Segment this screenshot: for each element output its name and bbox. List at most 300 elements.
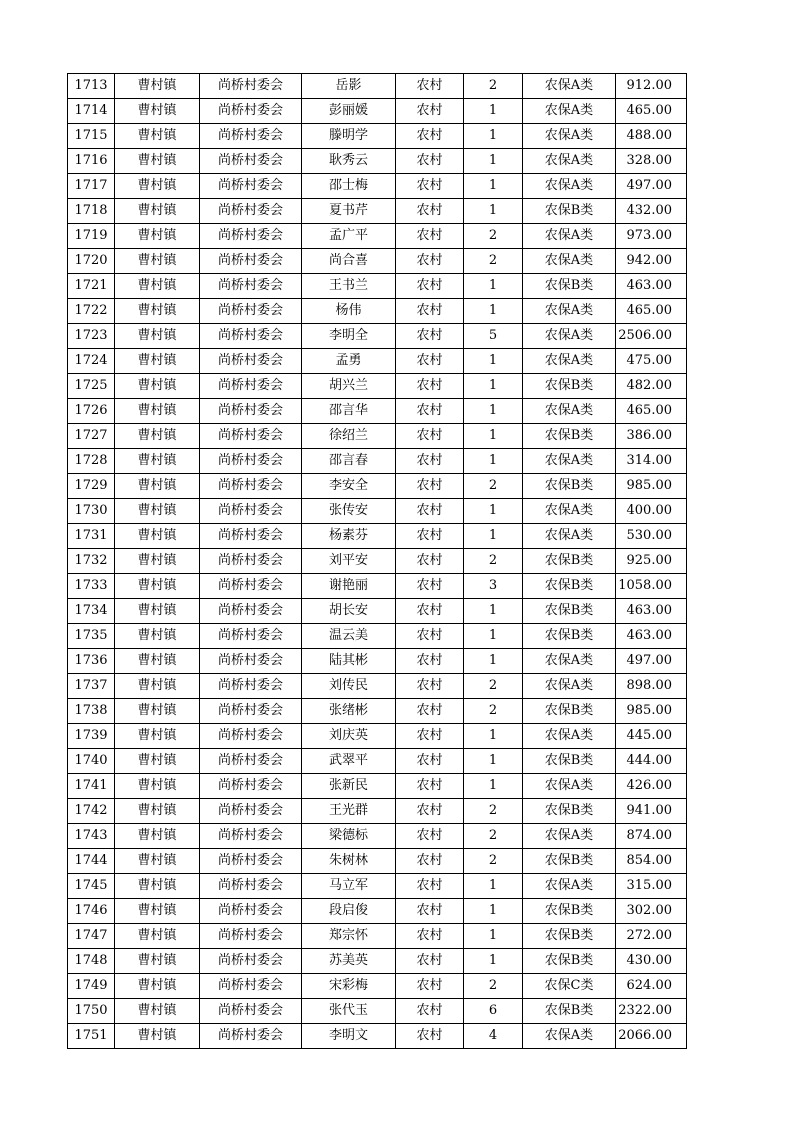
amount-cell: 1058.00 (616, 574, 687, 599)
village-committee-cell: 尚桥村委会 (200, 624, 302, 649)
household-count-cell: 2 (464, 674, 523, 699)
amount-cell: 465.00 (616, 99, 687, 124)
row-number-cell: 1743 (68, 824, 115, 849)
insurance-category-cell: 农保A类 (523, 674, 616, 699)
row-number-cell: 1745 (68, 874, 115, 899)
household-count-cell: 2 (464, 249, 523, 274)
row-number-cell: 1749 (68, 974, 115, 999)
amount-cell: 463.00 (616, 599, 687, 624)
town-cell: 曹村镇 (115, 74, 200, 99)
insurance-category-cell: 农保A类 (523, 149, 616, 174)
town-cell: 曹村镇 (115, 949, 200, 974)
row-number-cell: 1748 (68, 949, 115, 974)
row-number-cell: 1738 (68, 699, 115, 724)
village-committee-cell: 尚桥村委会 (200, 99, 302, 124)
amount-cell: 912.00 (616, 74, 687, 99)
village-committee-cell: 尚桥村委会 (200, 499, 302, 524)
row-number-cell: 1741 (68, 774, 115, 799)
row-number-cell: 1717 (68, 174, 115, 199)
village-committee-cell: 尚桥村委会 (200, 74, 302, 99)
village-committee-cell: 尚桥村委会 (200, 524, 302, 549)
row-number-cell: 1734 (68, 599, 115, 624)
area-type-cell: 农村 (396, 874, 464, 899)
row-number-cell: 1744 (68, 849, 115, 874)
village-committee-cell: 尚桥村委会 (200, 149, 302, 174)
table-row (68, 274, 687, 299)
table-row (68, 74, 687, 99)
village-committee-cell: 尚桥村委会 (200, 349, 302, 374)
name-cell: 张绪彬 (302, 699, 396, 724)
amount-cell: 488.00 (616, 124, 687, 149)
table-row (68, 874, 687, 899)
area-type-cell: 农村 (396, 674, 464, 699)
area-type-cell: 农村 (396, 899, 464, 924)
town-cell: 曹村镇 (115, 224, 200, 249)
row-number-cell: 1739 (68, 724, 115, 749)
village-committee-cell: 尚桥村委会 (200, 474, 302, 499)
row-number-cell: 1716 (68, 149, 115, 174)
row-number-cell: 1722 (68, 299, 115, 324)
insurance-category-cell: 农保A类 (523, 649, 616, 674)
table-row (68, 749, 687, 774)
village-committee-cell: 尚桥村委会 (200, 999, 302, 1024)
area-type-cell: 农村 (396, 349, 464, 374)
table-row (68, 374, 687, 399)
name-cell: 苏美英 (302, 949, 396, 974)
table-row (68, 399, 687, 424)
table-row (68, 924, 687, 949)
village-committee-cell: 尚桥村委会 (200, 424, 302, 449)
village-committee-cell: 尚桥村委会 (200, 774, 302, 799)
area-type-cell: 农村 (396, 399, 464, 424)
area-type-cell: 农村 (396, 749, 464, 774)
row-number-cell: 1731 (68, 524, 115, 549)
town-cell: 曹村镇 (115, 724, 200, 749)
town-cell: 曹村镇 (115, 899, 200, 924)
table-row (68, 499, 687, 524)
town-cell: 曹村镇 (115, 474, 200, 499)
household-count-cell: 1 (464, 624, 523, 649)
name-cell: 胡兴兰 (302, 374, 396, 399)
insurance-category-cell: 农保A类 (523, 324, 616, 349)
name-cell: 夏书芹 (302, 199, 396, 224)
insurance-category-cell: 农保A类 (523, 174, 616, 199)
amount-cell: 432.00 (616, 199, 687, 224)
household-count-cell: 2 (464, 224, 523, 249)
insurance-category-cell: 农保A类 (523, 449, 616, 474)
household-count-cell: 3 (464, 574, 523, 599)
table-row (68, 999, 687, 1024)
town-cell: 曹村镇 (115, 924, 200, 949)
row-number-cell: 1729 (68, 474, 115, 499)
insurance-category-cell: 农保B类 (523, 624, 616, 649)
name-cell: 杨伟 (302, 299, 396, 324)
town-cell: 曹村镇 (115, 599, 200, 624)
row-number-cell: 1727 (68, 424, 115, 449)
name-cell: 滕明学 (302, 124, 396, 149)
town-cell: 曹村镇 (115, 99, 200, 124)
household-count-cell: 1 (464, 724, 523, 749)
town-cell: 曹村镇 (115, 974, 200, 999)
name-cell: 梁德标 (302, 824, 396, 849)
insurance-category-cell: 农保A类 (523, 499, 616, 524)
village-committee-cell: 尚桥村委会 (200, 299, 302, 324)
insurance-category-cell: 农保A类 (523, 124, 616, 149)
insurance-category-cell: 农保C类 (523, 974, 616, 999)
town-cell: 曹村镇 (115, 174, 200, 199)
table-row (68, 824, 687, 849)
amount-cell: 941.00 (616, 799, 687, 824)
town-cell: 曹村镇 (115, 524, 200, 549)
household-count-cell: 1 (464, 749, 523, 774)
row-number-cell: 1742 (68, 799, 115, 824)
area-type-cell: 农村 (396, 799, 464, 824)
row-number-cell: 1718 (68, 199, 115, 224)
town-cell: 曹村镇 (115, 749, 200, 774)
name-cell: 武翠平 (302, 749, 396, 774)
insurance-category-cell: 农保A类 (523, 224, 616, 249)
area-type-cell: 农村 (396, 199, 464, 224)
household-count-cell: 1 (464, 949, 523, 974)
village-committee-cell: 尚桥村委会 (200, 574, 302, 599)
insurance-category-cell: 农保B类 (523, 924, 616, 949)
table-row (68, 424, 687, 449)
insurance-category-cell: 农保B类 (523, 749, 616, 774)
table-row (68, 949, 687, 974)
town-cell: 曹村镇 (115, 799, 200, 824)
insurance-category-cell: 农保B类 (523, 199, 616, 224)
table-row (68, 774, 687, 799)
table-row (68, 474, 687, 499)
row-number-cell: 1740 (68, 749, 115, 774)
town-cell: 曹村镇 (115, 324, 200, 349)
amount-cell: 475.00 (616, 349, 687, 374)
area-type-cell: 农村 (396, 499, 464, 524)
household-count-cell: 1 (464, 299, 523, 324)
name-cell: 温云美 (302, 624, 396, 649)
table-row (68, 224, 687, 249)
village-committee-cell: 尚桥村委会 (200, 224, 302, 249)
area-type-cell: 农村 (396, 299, 464, 324)
area-type-cell: 农村 (396, 274, 464, 299)
area-type-cell: 农村 (396, 699, 464, 724)
area-type-cell: 农村 (396, 624, 464, 649)
household-count-cell: 1 (464, 449, 523, 474)
row-number-cell: 1750 (68, 999, 115, 1024)
household-count-cell: 1 (464, 349, 523, 374)
insurance-category-cell: 农保B类 (523, 274, 616, 299)
town-cell: 曹村镇 (115, 649, 200, 674)
name-cell: 尚合喜 (302, 249, 396, 274)
row-number-cell: 1721 (68, 274, 115, 299)
household-count-cell: 1 (464, 924, 523, 949)
table-row (68, 299, 687, 324)
village-committee-cell: 尚桥村委会 (200, 849, 302, 874)
area-type-cell: 农村 (396, 924, 464, 949)
insurance-category-cell: 农保A类 (523, 724, 616, 749)
table-row (68, 174, 687, 199)
amount-cell: 430.00 (616, 949, 687, 974)
amount-cell: 463.00 (616, 624, 687, 649)
amount-cell: 463.00 (616, 274, 687, 299)
amount-cell: 624.00 (616, 974, 687, 999)
amount-cell: 898.00 (616, 674, 687, 699)
village-committee-cell: 尚桥村委会 (200, 674, 302, 699)
insurance-category-cell: 农保B类 (523, 849, 616, 874)
amount-cell: 497.00 (616, 174, 687, 199)
town-cell: 曹村镇 (115, 249, 200, 274)
town-cell: 曹村镇 (115, 424, 200, 449)
town-cell: 曹村镇 (115, 674, 200, 699)
insurance-category-cell: 农保A类 (523, 399, 616, 424)
name-cell: 刘传民 (302, 674, 396, 699)
name-cell: 孟广平 (302, 224, 396, 249)
row-number-cell: 1747 (68, 924, 115, 949)
insurance-category-cell: 农保A类 (523, 99, 616, 124)
area-type-cell: 农村 (396, 1024, 464, 1049)
name-cell: 谢艳丽 (302, 574, 396, 599)
name-cell: 邵言春 (302, 449, 396, 474)
row-number-cell: 1746 (68, 899, 115, 924)
amount-cell: 272.00 (616, 924, 687, 949)
town-cell: 曹村镇 (115, 999, 200, 1024)
row-number-cell: 1736 (68, 649, 115, 674)
household-count-cell: 1 (464, 424, 523, 449)
insurance-category-cell: 农保B类 (523, 599, 616, 624)
table-row (68, 524, 687, 549)
area-type-cell: 农村 (396, 999, 464, 1024)
household-count-cell: 6 (464, 999, 523, 1024)
area-type-cell: 农村 (396, 249, 464, 274)
village-committee-cell: 尚桥村委会 (200, 549, 302, 574)
row-number-cell: 1732 (68, 549, 115, 574)
name-cell: 杨素芬 (302, 524, 396, 549)
town-cell: 曹村镇 (115, 874, 200, 899)
town-cell: 曹村镇 (115, 199, 200, 224)
name-cell: 张新民 (302, 774, 396, 799)
village-committee-cell: 尚桥村委会 (200, 649, 302, 674)
town-cell: 曹村镇 (115, 499, 200, 524)
table-row (68, 574, 687, 599)
area-type-cell: 农村 (396, 849, 464, 874)
row-number-cell: 1726 (68, 399, 115, 424)
village-committee-cell: 尚桥村委会 (200, 599, 302, 624)
name-cell: 张传安 (302, 499, 396, 524)
amount-cell: 328.00 (616, 149, 687, 174)
town-cell: 曹村镇 (115, 824, 200, 849)
amount-cell: 874.00 (616, 824, 687, 849)
village-committee-cell: 尚桥村委会 (200, 399, 302, 424)
household-count-cell: 1 (464, 149, 523, 174)
name-cell: 宋彩梅 (302, 974, 396, 999)
area-type-cell: 农村 (396, 974, 464, 999)
amount-cell: 465.00 (616, 399, 687, 424)
village-committee-cell: 尚桥村委会 (200, 924, 302, 949)
village-committee-cell: 尚桥村委会 (200, 724, 302, 749)
area-type-cell: 农村 (396, 74, 464, 99)
area-type-cell: 农村 (396, 549, 464, 574)
amount-cell: 386.00 (616, 424, 687, 449)
row-number-cell: 1725 (68, 374, 115, 399)
village-committee-cell: 尚桥村委会 (200, 1024, 302, 1049)
household-count-cell: 1 (464, 874, 523, 899)
household-count-cell: 2 (464, 799, 523, 824)
town-cell: 曹村镇 (115, 1024, 200, 1049)
table-body (68, 74, 687, 1049)
amount-cell: 314.00 (616, 449, 687, 474)
row-number-cell: 1723 (68, 324, 115, 349)
household-count-cell: 1 (464, 99, 523, 124)
insurance-category-cell: 农保B类 (523, 474, 616, 499)
name-cell: 李明全 (302, 324, 396, 349)
village-committee-cell: 尚桥村委会 (200, 249, 302, 274)
area-type-cell: 农村 (396, 449, 464, 474)
amount-cell: 985.00 (616, 474, 687, 499)
table-row (68, 549, 687, 574)
household-count-cell: 2 (464, 849, 523, 874)
amount-cell: 942.00 (616, 249, 687, 274)
amount-cell: 925.00 (616, 549, 687, 574)
amount-cell: 854.00 (616, 849, 687, 874)
name-cell: 陆其彬 (302, 649, 396, 674)
insurance-category-cell: 农保B类 (523, 999, 616, 1024)
amount-cell: 315.00 (616, 874, 687, 899)
household-count-cell: 1 (464, 124, 523, 149)
row-number-cell: 1751 (68, 1024, 115, 1049)
table-row (68, 649, 687, 674)
area-type-cell: 农村 (396, 99, 464, 124)
insurance-category-cell: 农保A类 (523, 524, 616, 549)
household-count-cell: 1 (464, 649, 523, 674)
row-number-cell: 1720 (68, 249, 115, 274)
area-type-cell: 农村 (396, 724, 464, 749)
name-cell: 邵士梅 (302, 174, 396, 199)
village-committee-cell: 尚桥村委会 (200, 799, 302, 824)
row-number-cell: 1719 (68, 224, 115, 249)
village-committee-cell: 尚桥村委会 (200, 749, 302, 774)
town-cell: 曹村镇 (115, 274, 200, 299)
row-number-cell: 1714 (68, 99, 115, 124)
insurance-category-cell: 农保A类 (523, 299, 616, 324)
insurance-category-cell: 农保A类 (523, 249, 616, 274)
name-cell: 张代玉 (302, 999, 396, 1024)
town-cell: 曹村镇 (115, 124, 200, 149)
area-type-cell: 农村 (396, 174, 464, 199)
village-committee-cell: 尚桥村委会 (200, 899, 302, 924)
insurance-category-cell: 农保B类 (523, 549, 616, 574)
row-number-cell: 1737 (68, 674, 115, 699)
area-type-cell: 农村 (396, 474, 464, 499)
village-committee-cell: 尚桥村委会 (200, 874, 302, 899)
name-cell: 孟勇 (302, 349, 396, 374)
household-count-cell: 4 (464, 1024, 523, 1049)
insurance-category-cell: 农保A类 (523, 774, 616, 799)
village-committee-cell: 尚桥村委会 (200, 374, 302, 399)
area-type-cell: 农村 (396, 824, 464, 849)
insurance-category-cell: 农保B类 (523, 899, 616, 924)
insurance-category-cell: 农保A类 (523, 824, 616, 849)
town-cell: 曹村镇 (115, 774, 200, 799)
amount-cell: 973.00 (616, 224, 687, 249)
row-number-cell: 1724 (68, 349, 115, 374)
insurance-category-cell: 农保A类 (523, 1024, 616, 1049)
amount-cell: 426.00 (616, 774, 687, 799)
table-row (68, 124, 687, 149)
insurance-category-cell: 农保B类 (523, 699, 616, 724)
household-count-cell: 1 (464, 524, 523, 549)
row-number-cell: 1733 (68, 574, 115, 599)
amount-cell: 530.00 (616, 524, 687, 549)
area-type-cell: 农村 (396, 574, 464, 599)
insurance-category-cell: 农保A类 (523, 349, 616, 374)
household-count-cell: 1 (464, 174, 523, 199)
amount-cell: 2322.00 (616, 999, 687, 1024)
name-cell: 刘庆英 (302, 724, 396, 749)
name-cell: 胡长安 (302, 599, 396, 624)
area-type-cell: 农村 (396, 149, 464, 174)
household-count-cell: 1 (464, 599, 523, 624)
area-type-cell: 农村 (396, 774, 464, 799)
name-cell: 彭丽媛 (302, 99, 396, 124)
village-committee-cell: 尚桥村委会 (200, 324, 302, 349)
amount-cell: 444.00 (616, 749, 687, 774)
insurance-category-cell: 农保B类 (523, 949, 616, 974)
town-cell: 曹村镇 (115, 574, 200, 599)
table-row (68, 99, 687, 124)
amount-cell: 2066.00 (616, 1024, 687, 1049)
area-type-cell: 农村 (396, 424, 464, 449)
row-number-cell: 1728 (68, 449, 115, 474)
table-row (68, 699, 687, 724)
insurance-category-cell: 农保B类 (523, 374, 616, 399)
household-count-cell: 1 (464, 774, 523, 799)
table-row (68, 349, 687, 374)
table-row (68, 449, 687, 474)
name-cell: 王光群 (302, 799, 396, 824)
area-type-cell: 农村 (396, 224, 464, 249)
town-cell: 曹村镇 (115, 624, 200, 649)
row-number-cell: 1735 (68, 624, 115, 649)
amount-cell: 482.00 (616, 374, 687, 399)
town-cell: 曹村镇 (115, 399, 200, 424)
name-cell: 岳影 (302, 74, 396, 99)
amount-cell: 985.00 (616, 699, 687, 724)
name-cell: 徐绍兰 (302, 424, 396, 449)
insurance-category-cell: 农保B类 (523, 424, 616, 449)
name-cell: 朱树林 (302, 849, 396, 874)
household-count-cell: 1 (464, 374, 523, 399)
town-cell: 曹村镇 (115, 549, 200, 574)
village-committee-cell: 尚桥村委会 (200, 824, 302, 849)
row-number-cell: 1715 (68, 124, 115, 149)
table-row (68, 724, 687, 749)
amount-cell: 445.00 (616, 724, 687, 749)
row-number-cell: 1713 (68, 74, 115, 99)
name-cell: 李安全 (302, 474, 396, 499)
name-cell: 耿秀云 (302, 149, 396, 174)
row-number-cell: 1730 (68, 499, 115, 524)
insurance-category-cell: 农保B类 (523, 799, 616, 824)
name-cell: 段启俊 (302, 899, 396, 924)
table-row (68, 324, 687, 349)
table-row (68, 849, 687, 874)
household-count-cell: 2 (464, 74, 523, 99)
village-committee-cell: 尚桥村委会 (200, 174, 302, 199)
town-cell: 曹村镇 (115, 149, 200, 174)
area-type-cell: 农村 (396, 949, 464, 974)
town-cell: 曹村镇 (115, 374, 200, 399)
area-type-cell: 农村 (396, 599, 464, 624)
